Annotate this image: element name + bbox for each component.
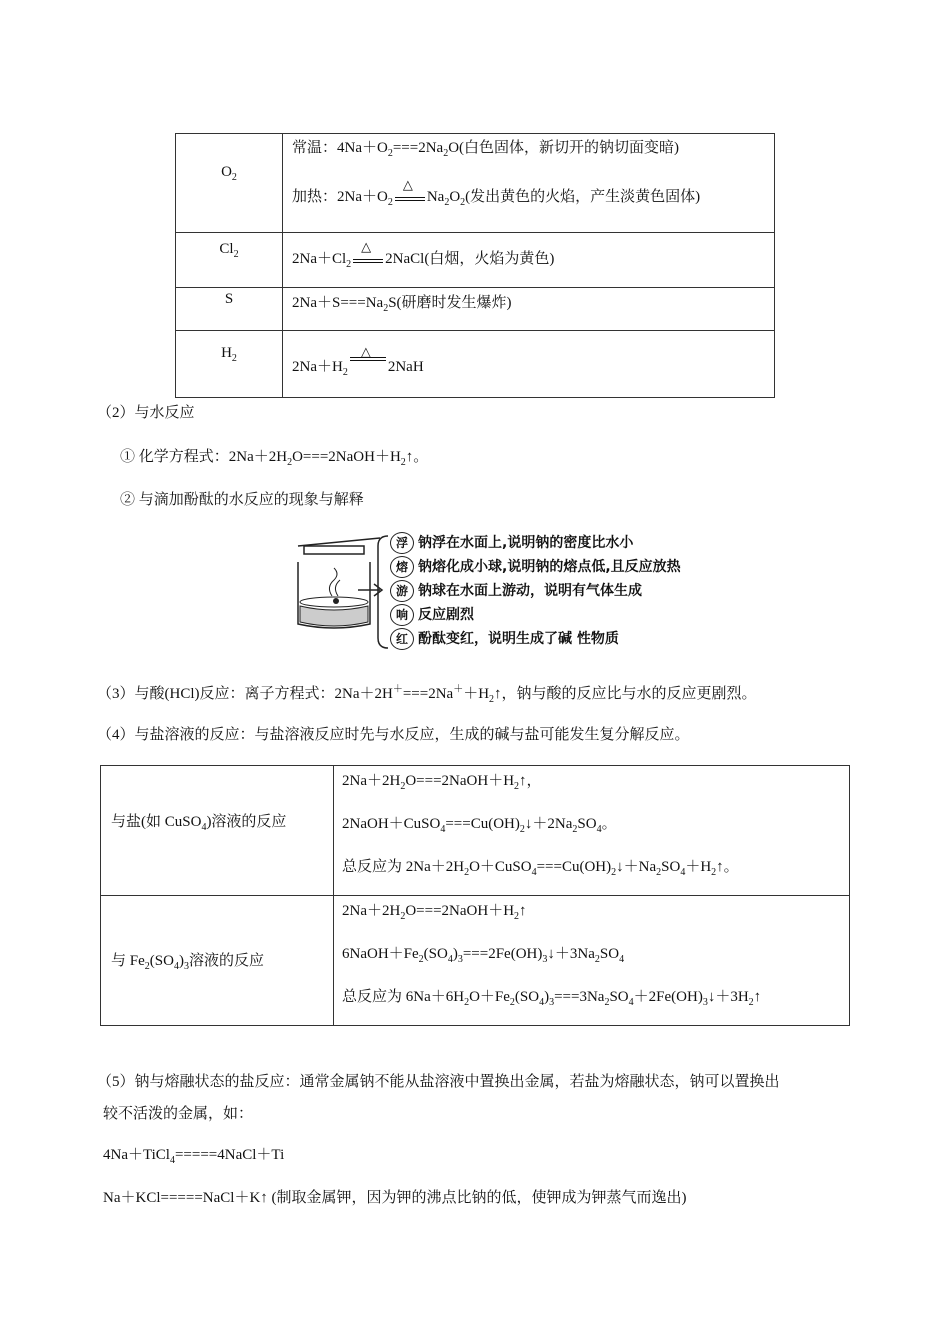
subscript: 4 [680,867,686,878]
text: S(研磨时发生爆炸) [388,295,512,311]
text: Na [426,189,445,205]
subscript: 2 [748,997,754,1008]
text: SO [661,859,681,875]
reactant-cell [176,134,283,233]
subscript: 2 [611,867,617,878]
text: ) [544,989,550,1005]
equation-line [342,769,542,792]
subscript: 2 [387,197,393,208]
text: ===Cu(OH) [445,816,520,832]
text: ) [178,953,184,969]
text: 反应剧烈 [418,607,474,623]
text: =====4NaCl＋Ti [174,1147,285,1163]
subscript: 3 [549,997,555,1008]
phenomenon-item [390,604,474,626]
phenomenon-item [390,556,681,578]
subscript: 2 [233,249,239,260]
subscript: 2 [519,824,525,835]
heat-icon: △ [360,343,371,359]
text: ↓＋2Na [524,816,573,832]
subscript: 2 [444,197,450,208]
text: O＋CuSO [469,859,532,875]
text: )溶液的反应 [206,814,287,830]
equations-cell [334,896,850,1026]
section-2-phenomena-title: ② 与滴加酚酞的水反应的现象与解释 [120,492,364,508]
reaction-cell [283,331,775,398]
reaction-type-cell [101,766,334,896]
text: (SO [149,953,174,969]
section-5-line-2: 较不活泼的金属，如： [103,1106,254,1122]
text: ↓＋Na [616,859,657,875]
heat-icon: △ [402,176,413,192]
text: 2Na＋Cl [292,251,347,267]
phenomena-figure [290,532,690,652]
text: ↑。 [405,449,429,465]
text: 。 [601,816,617,832]
phenomenon-item [390,532,633,554]
section-4: （4）与盐溶液的反应：与盐溶液反应时先与水反应，生成的碱与盐可能发生复分解反应。 [97,727,690,743]
section-2-equation [120,445,428,468]
equation-line [342,942,624,965]
subscript: 2 [400,781,406,792]
text: 2Na＋S===Na [292,295,384,311]
subscript: 2 [287,457,293,468]
subscript: 2 [594,954,600,965]
text: 总反应为 6Na＋6H [342,989,465,1005]
text: O [449,189,461,205]
equation-line [342,812,617,835]
text: 2NaH [387,359,424,375]
text: 与 Fe [111,953,145,969]
reaction-cell [283,134,775,233]
text: ＋H [685,859,712,875]
reaction-cell [283,288,775,331]
subscript: 2 [514,781,520,792]
subscript: 4 [201,822,207,833]
subscript: 4 [619,954,625,965]
subscript: 2 [400,457,406,468]
text: ↓＋3Na [547,946,595,962]
subscript: 2 [509,997,515,1008]
subscript: 3 [457,954,463,965]
heat-equals-sign [353,238,383,268]
text: 加热：2Na＋O [292,189,388,205]
text: 2NaCl(白烟，火焰为黄色) [385,251,555,267]
reaction-type-cell [101,896,334,1026]
heat-equals-sign [395,176,425,206]
text: O===2NaOH＋H [405,903,515,919]
subscript: 4 [440,824,446,835]
text: 钠球在水面上游动，说明有气体生成 [418,583,642,599]
text: 6NaOH＋Fe [342,946,419,962]
subscript: 2 [144,961,150,972]
reactant-cell [176,288,283,331]
circle-char-icon: 游 [390,580,414,602]
text: 钠熔化成小球,说明钠的熔点低,且反应放热 [418,559,681,575]
subscript: 2 [231,353,237,364]
subscript: 2 [231,172,237,183]
subscript: 2 [383,303,389,314]
subscript: 4 [531,867,537,878]
text: ===Cu(OH) [536,859,612,875]
text: ===2Fe(OH) [462,946,543,962]
text: O===2NaOH＋H [292,449,401,465]
subscript: 2 [464,867,470,878]
reactant-cell [176,331,283,398]
subscript: 2 [464,997,470,1008]
equation-line [342,855,739,878]
text: SO [609,989,629,1005]
text: (发出黄色的火焰，产生淡黄色固体) [465,189,701,205]
subscript: 4 [173,961,179,972]
text: ===2Na [392,140,444,156]
text: ===3Na [554,989,605,1005]
text: ＋H [463,686,490,702]
text: ↑，钠与酸的反应比与水的反应更剧烈。 [494,686,757,702]
text: ===2Na [402,686,454,702]
subscript: 2 [346,259,352,270]
subscript: 2 [342,367,348,378]
text: ) [452,946,458,962]
subscript: 2 [514,911,520,922]
circle-char-icon: 响 [390,604,414,626]
text: 溶液的反应 [188,953,264,969]
subscript: 2 [460,197,466,208]
subscript: 4 [447,954,453,965]
subscript: 2 [418,954,424,965]
text: ① 化学方程式：2Na＋2H [120,449,288,465]
subscript: 2 [489,694,495,705]
subscript: 2 [604,997,610,1008]
subscript: 2 [387,148,393,159]
superscript: ＋ [392,684,403,695]
subscript: 2 [711,867,717,878]
subscript: 3 [183,961,189,972]
section-3 [97,680,757,705]
equation-line [292,343,774,378]
equation-line [342,985,761,1008]
text: 2Na＋2H [342,773,401,789]
equation-line [292,176,774,208]
subscript: 4 [169,1155,175,1166]
text: 常温：4Na＋O [292,140,388,156]
equation-line [342,899,527,922]
equation-line [292,136,774,159]
reactant-cell [176,233,283,288]
circle-char-icon: 浮 [390,532,414,554]
equation-line [292,291,774,314]
subscript: 4 [596,824,602,835]
equations-cell [334,766,850,896]
reactant-label: O [221,164,232,180]
text: ↑， [519,773,542,789]
text: O===2NaOH＋H [405,773,515,789]
text: SO [577,816,597,832]
phenomenon-item [390,628,619,650]
text: 4Na＋TiCl [103,1147,170,1163]
text: O(白色固体，新切开的钠切面变暗) [448,140,680,156]
text: （3）与酸(HCl)反应：离子方程式：2Na＋2H [97,686,393,702]
text: 与盐(如 CuSO [111,814,202,830]
text: ↑ [519,903,527,919]
text: (SO [514,989,540,1005]
text: (SO [423,946,448,962]
reaction-cell [283,233,775,288]
text: ↑。 [716,859,739,875]
subscript: 2 [400,911,406,922]
text: O＋Fe [469,989,510,1005]
subscript: 4 [539,997,545,1008]
circle-char-icon: 熔 [390,556,414,578]
reactant-label: S [224,291,234,307]
salt-solution-table [100,765,850,1026]
section-5-line-1: （5）钠与熔融状态的盐反应：通常金属钠不能从盐溶液中置换出金属，若盐为熔融状态，钠可以置换出 [97,1074,780,1090]
titanium-equation [103,1143,284,1166]
superscript: ＋ [453,684,464,695]
sodium-nonmetal-table [175,133,775,398]
equation-line [292,238,774,270]
subscript: 3 [702,997,708,1008]
subscript: 2 [656,867,662,878]
reactant-label: H [221,345,232,361]
text: 2Na＋2H [342,903,401,919]
subscript: 3 [542,954,548,965]
subscript: 2 [443,148,449,159]
heat-equals-sign [350,343,386,376]
text: 钠浮在水面上,说明钠的密度比水小 [418,535,634,551]
text: SO [599,946,620,962]
text: ＋2Fe(OH) [633,989,703,1005]
reactant-label: Cl [219,241,234,257]
circle-char-icon: 红 [390,628,414,650]
section-2-title: （2）与水反应 [97,405,195,421]
heat-icon: △ [361,238,372,254]
subscript: 2 [572,824,578,835]
text: ↓＋3H [707,989,749,1005]
text: ↑ [753,989,762,1005]
phenomenon-item [390,580,642,602]
text: 2Na＋H [292,359,343,375]
text: 2NaOH＋CuSO [342,816,441,832]
text: 酚酞变红，说明生成了碱 性物质 [418,631,619,647]
subscript: 4 [628,997,634,1008]
text: 总反应为 2Na＋2H [342,859,465,875]
potassium-equation: Na＋KCl=====NaCl＋K↑ (制取金属钾，因为钾的沸点比钠的低，使钾成为钾蒸气而逸出) [103,1190,687,1206]
